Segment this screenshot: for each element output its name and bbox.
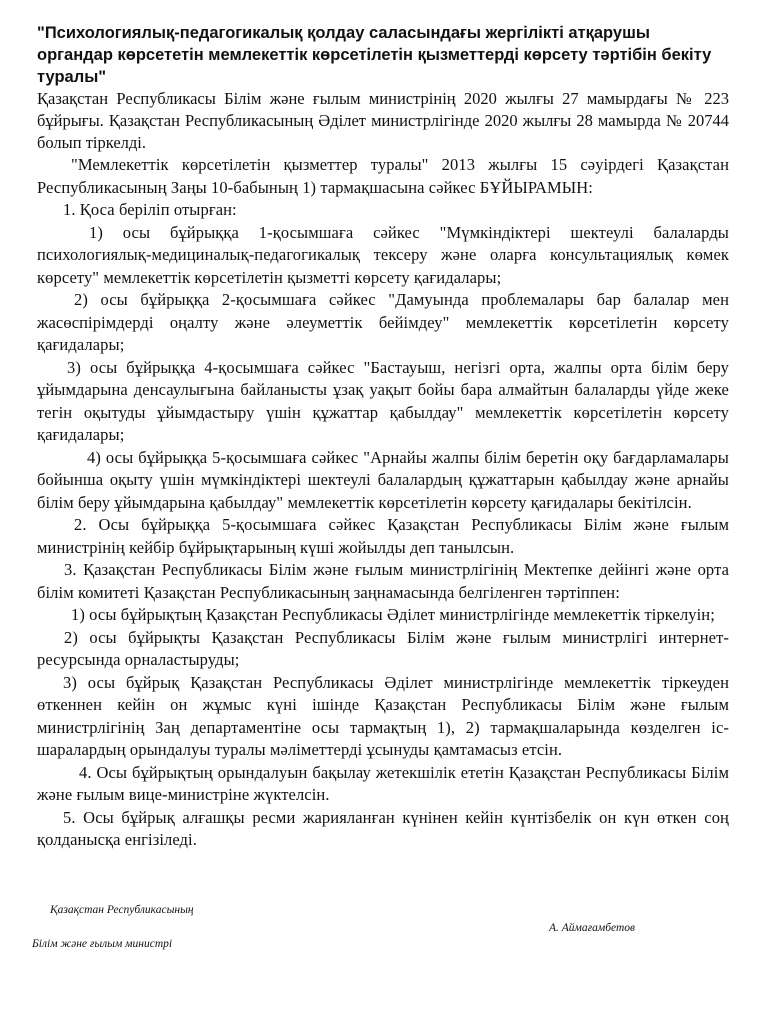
- signature-position-line-2: Білім және ғылым министрі: [32, 938, 173, 950]
- registration-info: Қазақстан Республикасы Білім және ғылым министрінің 2020 жылғы 27 мамырдағы № 223 бұйрығы. Қазақстан Республикасының Әділет министрлігінде 2020 жылғы 28 мамырда № 20744 болып тіркелді.: [37, 89, 729, 152]
- preamble-paragraph: "Мемлекеттік көрсетілетін қызметтер туралы" 2013 жылғы 15 сәуірдегі Қазақстан Республикасының Заңы 10-бабының 1) тармақшасына сәйкес БҰЙЫРАМЫН:: [37, 155, 729, 197]
- signature-position-line-1: Қазақстан Республикасының: [50, 904, 194, 916]
- clause-3-subitem-2: 2) осы бұйрықты Қазақстан Республикасы Білім және ғылым министрлігі интернет-ресурсында орналастыруды;: [37, 627, 729, 669]
- clause-4: 4. Осы бұйрықтың орындалуын бақылау жетекшілік ететін Қазақстан Республикасы Білім және ғылым вице-министріне жүктелсін.: [37, 762, 729, 804]
- clause-3: 3. Қазақстан Республикасы Білім және ғылым министрлігінің Мектепке дейінгі және орта білім комитеті Қазақстан Республикасының заңнамасында белгіленген тәртіппен:: [37, 560, 729, 602]
- document-body: [37, 22, 729, 852]
- clause-3-subitem-1: 1) осы бұйрықтың Қазақстан Республикасы Әділет министрлігінде мемлекеттік тіркелуін;: [71, 605, 715, 624]
- clause-2: 2. Осы бұйрыққа 5-қосымшаға сәйкес Қазақстан Республикасы Білім және ғылым министрінің кейбір бұйрықтарының күші жойылды деп танылсын.: [37, 515, 729, 557]
- clause-1-subitem-3: 3) осы бұйрыққа 4-қосымшаға сәйкес "Бастауыш, негізгі орта, жалпы орта білім беру ұйымдарына денсаулығына байланысты ұзақ уақыт бойы бара алмайтын балаларды үйде жеке тегін оқытуды ұйымдастыру үшін құжаттар қабылдау" мемлекеттік көрсетілетін көрсету қағидалары;: [37, 357, 729, 444]
- signature-name: А. Аймағамбетов: [549, 922, 635, 934]
- clause-1-subitem-4: 4) осы бұйрыққа 5-қосымшаға сәйкес "Арнайы жалпы білім беретін оқу бағдарламалары бойынша оқыту үшін мүмкіндіктері шектеулі балалардың құжаттарын қабылдау және арнайы білім беру ұйымдарына қабылдау" мемлекеттік көрсетілетін көрсету қағидалары бекітілсін.: [37, 447, 729, 512]
- clause-5: 5. Осы бұйрық алғашқы ресми жарияланған күнінен кейін күнтізбелік он күн өткен соң қолданысқа енгізіледі.: [37, 807, 729, 849]
- document-title: "Психологиялық-педагогикалық қолдау саласындағы жергілікті атқарушы органдар көрсететін мемлекеттік көрсетілетін қызметтерді көрсету тәртібін бекіту туралы": [37, 24, 712, 86]
- clause-3-subitem-3: 3) осы бұйрық Қазақстан Республикасы Әділет министрлігінде мемлекеттік тіркеуден өткеннен кейін он жұмыс күні ішінде Қазақстан Республикасы Білім және ғылым министрлігінің Заң департаментіне осы тармақтың 1), 2) тармақшаларында көзделген іс-шаралардың орындалуы туралы мәліметтерді ұсынуды қамтамасыз етсін.: [37, 672, 729, 759]
- clause-1: 1. Қоса беріліп отырған:: [63, 200, 237, 219]
- clause-1-subitem-1: 1) осы бұйрыққа 1-қосымшаға сәйкес "Мүмкіндіктері шектеулі балаларды психологиялық-медициналық-педагогикалық тексеру және оларға консультациялық көмек көрсету" мемлекеттік көрсетілетін қызметті көрсету қағидалары;: [37, 222, 729, 287]
- clause-1-subitem-2: 2) осы бұйрыққа 2-қосымшаға сәйкес "Дамуында проблемалары бар балалар мен жасөспірімдерді оңалту және әлеуметтік бейімдеу" мемлекеттік көрсетілетін көрсету қағидалары;: [37, 290, 729, 354]
